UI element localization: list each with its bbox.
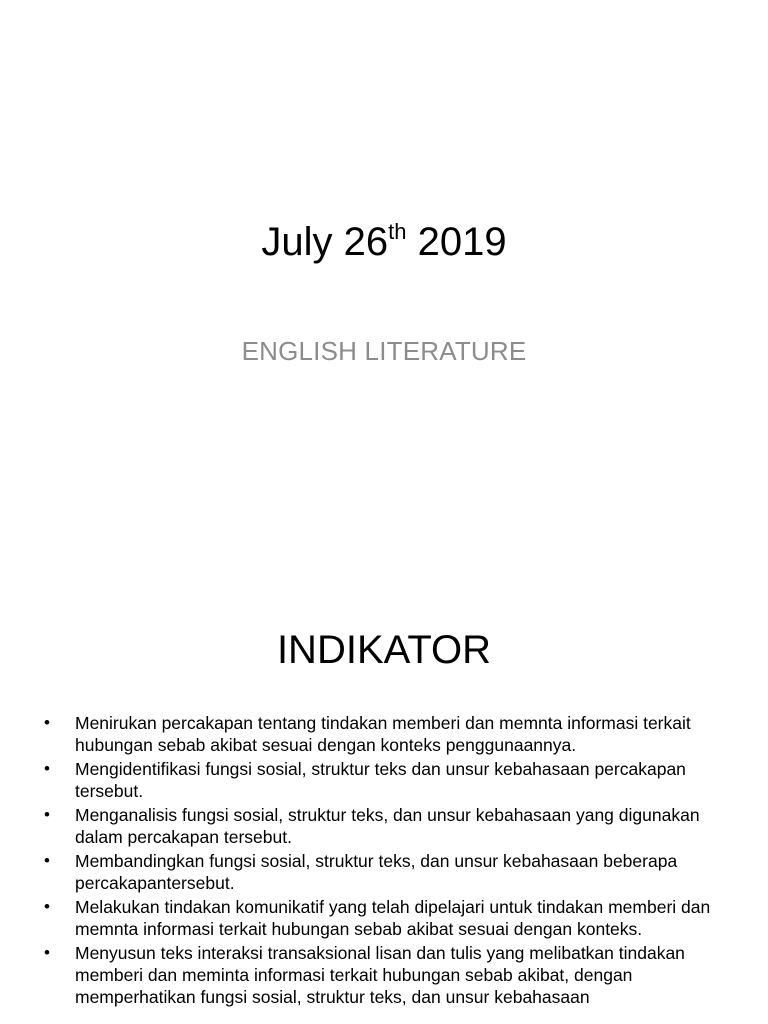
list-item-text: Menirukan percakapan tentang tindakan memberi dan memnta informasi terkait hubungan sebab akibat sesuai dengan konteks penggunaannya. xyxy=(75,713,691,755)
bullet-icon: • xyxy=(44,851,50,870)
list-item xyxy=(44,850,734,894)
list-item-text: Mengidentifikasi fungsi sosial, struktur teks dan unsur kebahasaan percakapan tersebut. xyxy=(75,759,686,801)
list-item xyxy=(44,942,734,1008)
bullet-icon: • xyxy=(44,713,50,732)
bullet-icon: • xyxy=(44,897,50,916)
slide-subtitle: ENGLISH LITERATURE xyxy=(241,336,527,366)
title-superscript: th xyxy=(388,218,407,244)
slide-heading: INDIKATOR xyxy=(276,628,492,672)
list-item xyxy=(44,896,734,940)
list-item-text: Melakukan tindakan komunikatif yang telah dipelajari untuk tindakan memberi dan memnta informasi terkait hubungan sebab akibat sesuai dengan konteks. xyxy=(75,897,711,939)
list-item-text: Menganalisis fungsi sosial, struktur teks, dan unsur kebahasaan yang digunakan dalam percakapan tersebut. xyxy=(75,805,700,847)
indikator-slide xyxy=(0,576,768,1024)
list-item xyxy=(44,758,734,802)
bullet-icon: • xyxy=(44,805,50,824)
bullet-icon: • xyxy=(44,759,50,778)
list-item-text: Membandingkan fungsi sosial, struktur teks, dan unsur kebahasaan beberapa percakapantersebut. xyxy=(75,851,678,893)
list-item xyxy=(44,712,734,756)
list-item-text: Menyusun teks interaksi transaksional lisan dan tulis yang melibatkan tindakan memberi dan meminta informasi terkait hubungan sebab akibat, dengan memperhatikan fungsi sosial, struktur teks, dan unsur kebahasaan xyxy=(75,943,685,1007)
slide-title xyxy=(0,214,768,270)
title-date: July 26 xyxy=(261,220,389,264)
list-item xyxy=(44,804,734,848)
indicator-list xyxy=(44,712,734,1010)
bullet-icon: • xyxy=(44,943,50,962)
title-year: 2019 xyxy=(406,220,507,264)
